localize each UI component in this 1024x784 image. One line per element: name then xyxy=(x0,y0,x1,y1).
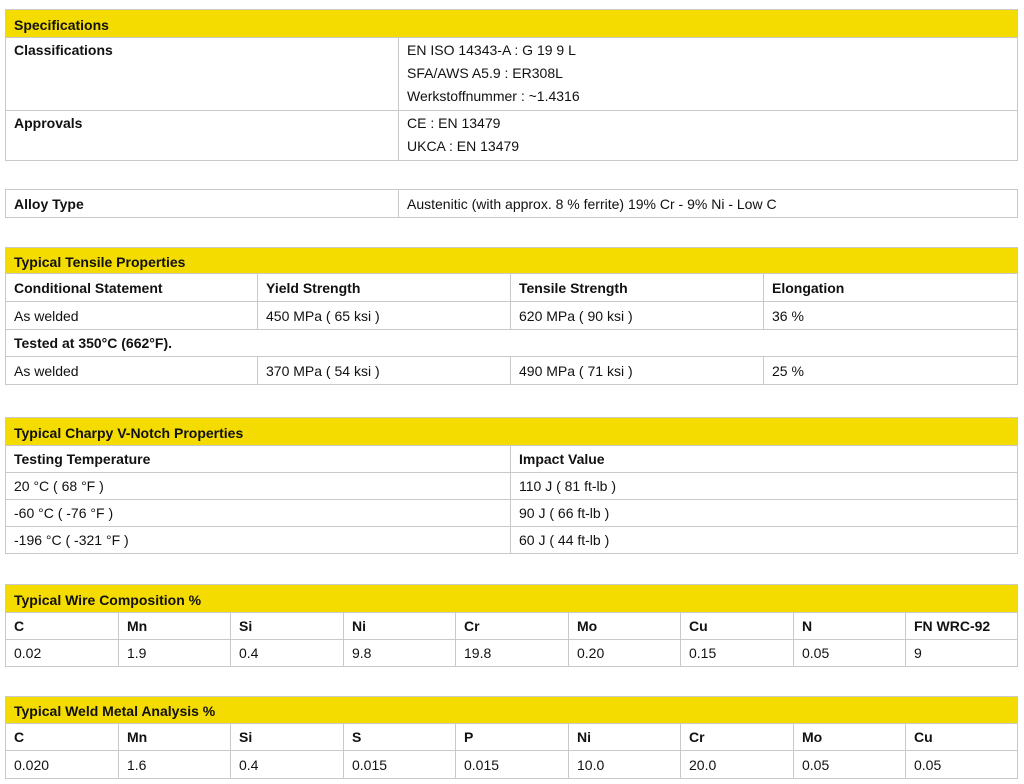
table-cell: 9 xyxy=(906,640,1018,667)
table-cell: As welded xyxy=(6,302,258,330)
table-cell: 20.0 xyxy=(681,751,794,779)
table-row xyxy=(6,473,1018,500)
column-header: P xyxy=(456,724,569,751)
table-header-row xyxy=(6,613,1018,640)
charpy-title: Typical Charpy V-Notch Properties xyxy=(6,418,1018,446)
column-header: Mo xyxy=(569,613,681,640)
column-header: FN WRC-92 xyxy=(906,613,1018,640)
table-cell: -60 °C ( -76 °F ) xyxy=(6,500,511,527)
column-header: C xyxy=(6,613,119,640)
wire-composition-table xyxy=(5,584,1018,667)
tensile-properties-table xyxy=(5,247,1018,385)
table-cell: 620 MPa ( 90 ksi ) xyxy=(511,302,764,330)
column-header: Tensile Strength xyxy=(511,274,764,302)
table-cell: As welded xyxy=(6,357,258,385)
column-header: Cr xyxy=(681,724,794,751)
alloy-type-label: Alloy Type xyxy=(6,190,399,218)
specifications-title: Specifications xyxy=(6,10,1018,38)
column-header: Si xyxy=(231,724,344,751)
table-cell: 490 MPa ( 71 ksi ) xyxy=(511,357,764,385)
table-cell: 0.4 xyxy=(231,751,344,779)
column-header: Yield Strength xyxy=(258,274,511,302)
classifications-values xyxy=(399,38,1018,111)
table-cell: 9.8 xyxy=(344,640,456,667)
table-cell: 0.05 xyxy=(794,640,906,667)
column-header: Conditional Statement xyxy=(6,274,258,302)
approvals-label: Approvals xyxy=(6,111,399,161)
column-header: Cu xyxy=(681,613,794,640)
table-row xyxy=(6,751,1018,779)
column-header: Impact Value xyxy=(511,446,1018,473)
classification-item: Werkstoffnummer : ~1.4316 xyxy=(407,88,580,104)
table-cell: 0.015 xyxy=(344,751,456,779)
specifications-table xyxy=(5,9,1018,161)
table-cell: 0.015 xyxy=(456,751,569,779)
charpy-properties-table xyxy=(5,417,1018,554)
table-cell: 19.8 xyxy=(456,640,569,667)
column-header: Cu xyxy=(906,724,1018,751)
approval-item: CE : EN 13479 xyxy=(407,115,501,131)
classifications-label: Classifications xyxy=(6,38,399,111)
alloy-type-value: Austenitic (with approx. 8 % ferrite) 19% Cr - 9% Ni - Low C xyxy=(399,190,1018,218)
tensile-title: Typical Tensile Properties xyxy=(6,248,1018,274)
classification-item: SFA/AWS A5.9 : ER308L xyxy=(407,65,563,81)
table-row xyxy=(6,500,1018,527)
table-header-row xyxy=(6,274,1018,302)
table-cell: 36 % xyxy=(764,302,1018,330)
table-cell: 0.05 xyxy=(906,751,1018,779)
table-cell: 0.020 xyxy=(6,751,119,779)
approvals-values xyxy=(399,111,1018,161)
table-cell: 10.0 xyxy=(569,751,681,779)
table-cell: 25 % xyxy=(764,357,1018,385)
table-cell: 1.9 xyxy=(119,640,231,667)
column-header: Ni xyxy=(344,613,456,640)
table-cell: 0.4 xyxy=(231,640,344,667)
column-header: Mn xyxy=(119,613,231,640)
column-header: Mo xyxy=(794,724,906,751)
column-header: Si xyxy=(231,613,344,640)
alloy-type-table xyxy=(5,189,1018,218)
table-cell: 90 J ( 66 ft-lb ) xyxy=(511,500,1018,527)
column-header: Mn xyxy=(119,724,231,751)
table-cell: -196 °C ( -321 °F ) xyxy=(6,527,511,554)
table-cell: 450 MPa ( 65 ksi ) xyxy=(258,302,511,330)
table-cell: 0.15 xyxy=(681,640,794,667)
table-header-row xyxy=(6,724,1018,751)
column-header: Cr xyxy=(456,613,569,640)
table-cell: 20 °C ( 68 °F ) xyxy=(6,473,511,500)
table-cell: 0.02 xyxy=(6,640,119,667)
table-cell: 370 MPa ( 54 ksi ) xyxy=(258,357,511,385)
table-row xyxy=(6,527,1018,554)
table-cell: 0.05 xyxy=(794,751,906,779)
classification-item: EN ISO 14343-A : G 19 9 L xyxy=(407,42,576,58)
column-header: Testing Temperature xyxy=(6,446,511,473)
table-row xyxy=(6,302,1018,330)
table-cell: 0.20 xyxy=(569,640,681,667)
column-header: C xyxy=(6,724,119,751)
weld-metal-analysis-table xyxy=(5,696,1018,779)
column-header: Ni xyxy=(569,724,681,751)
table-cell: 60 J ( 44 ft-lb ) xyxy=(511,527,1018,554)
table-cell: 110 J ( 81 ft-lb ) xyxy=(511,473,1018,500)
tested-at-subheading: Tested at 350°C (662°F). xyxy=(6,330,1018,357)
weld-metal-title: Typical Weld Metal Analysis % xyxy=(6,697,1018,724)
wire-composition-title: Typical Wire Composition % xyxy=(6,585,1018,613)
table-cell: 1.6 xyxy=(119,751,231,779)
column-header: S xyxy=(344,724,456,751)
approval-item: UKCA : EN 13479 xyxy=(407,138,520,154)
table-row xyxy=(6,640,1018,667)
table-header-row xyxy=(6,446,1018,473)
column-header: N xyxy=(794,613,906,640)
column-header: Elongation xyxy=(764,274,1018,302)
table-row xyxy=(6,357,1018,385)
